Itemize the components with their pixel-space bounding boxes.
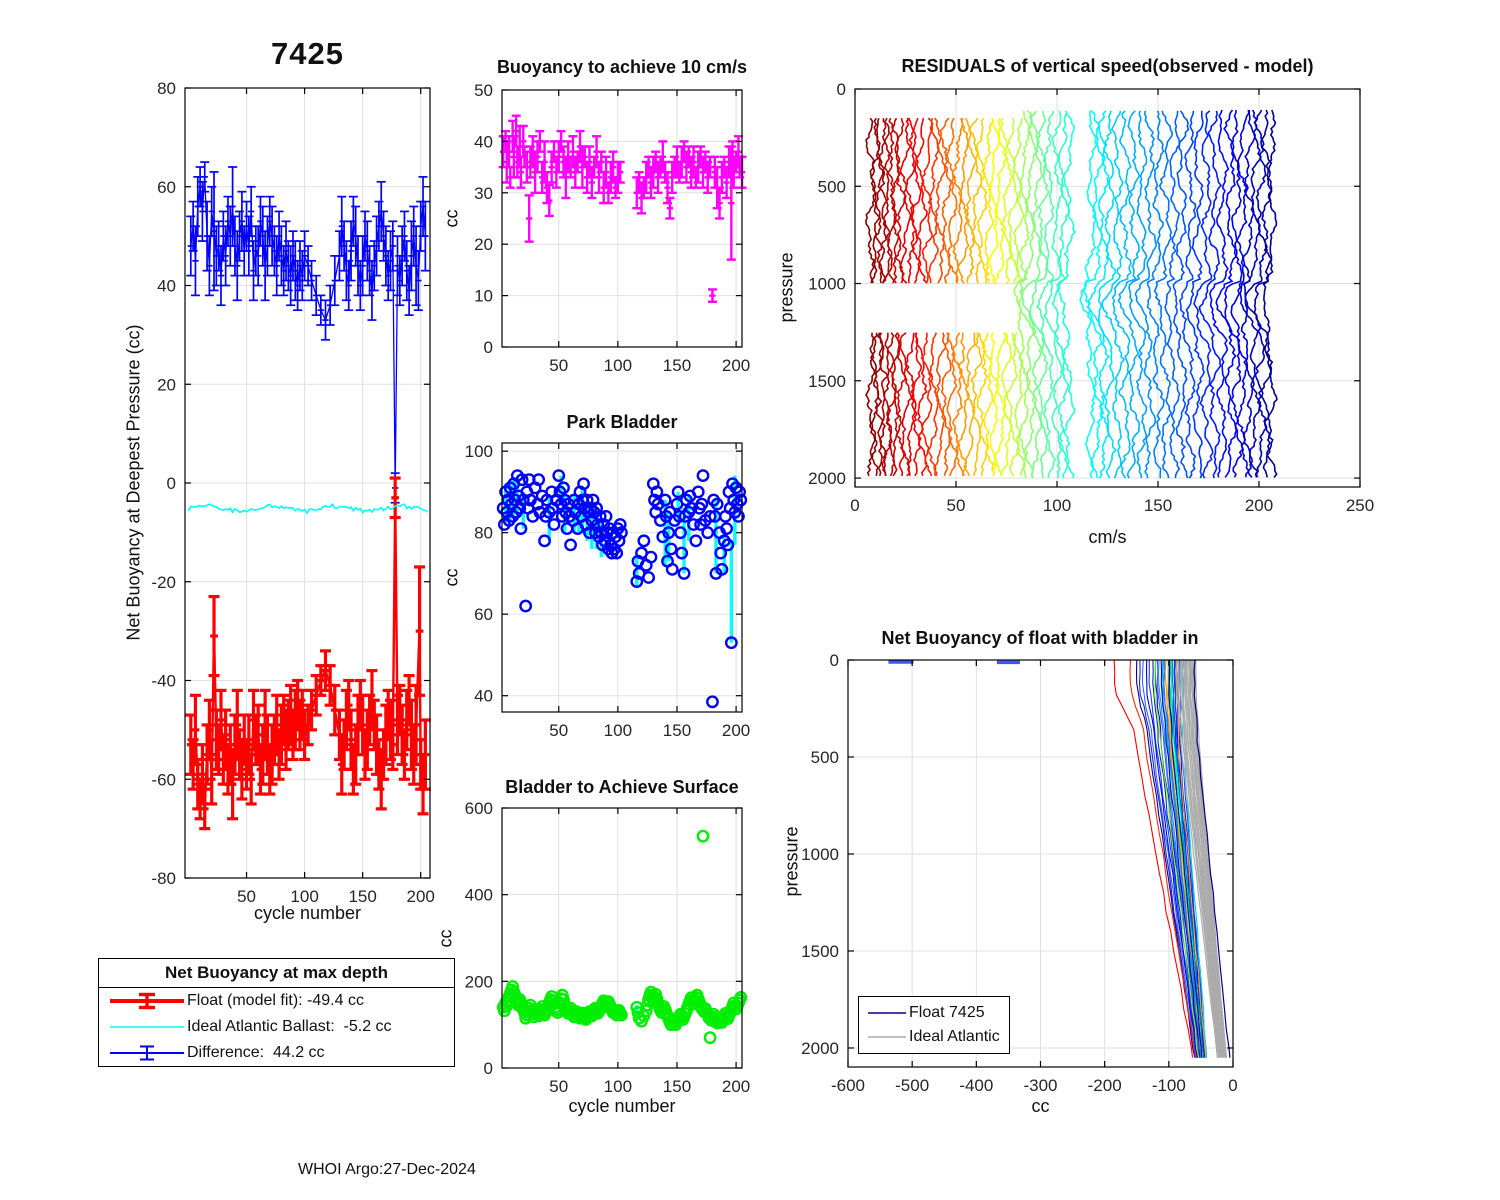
svg-text:-60: -60 <box>151 770 176 790</box>
svg-text:-300: -300 <box>1023 1076 1058 1095</box>
svg-text:40: 40 <box>474 686 493 706</box>
svg-text:-80: -80 <box>151 869 176 888</box>
svg-text:100: 100 <box>603 1077 633 1096</box>
surface-xlabel: cycle number <box>568 1096 676 1116</box>
svg-text:0: 0 <box>850 496 860 515</box>
legend-row-ideal-atlantic <box>865 1025 1003 1049</box>
svg-text:150: 150 <box>1143 496 1173 515</box>
svg-text:-500: -500 <box>895 1076 930 1095</box>
buoy10-title: Buoyancy to achieve 10 cm/s <box>496 57 748 77</box>
svg-text:200: 200 <box>464 972 493 992</box>
svg-text:1000: 1000 <box>801 844 839 864</box>
svg-text:1500: 1500 <box>801 941 839 961</box>
svg-text:0: 0 <box>1228 1076 1238 1095</box>
svg-text:20: 20 <box>157 375 176 395</box>
netbuoy-ylabel: pressure <box>781 826 802 897</box>
netbuoy-title: Net Buoyancy of float with bladder in <box>881 628 1199 648</box>
svg-text:400: 400 <box>464 885 493 905</box>
svg-text:40: 40 <box>157 276 176 296</box>
park-title: Park Bladder <box>566 412 678 432</box>
legend-row-ideal <box>99 1014 454 1040</box>
svg-text:100: 100 <box>1042 496 1072 515</box>
svg-text:100: 100 <box>603 356 633 375</box>
svg-text:50: 50 <box>474 81 493 100</box>
svg-text:150: 150 <box>662 356 692 375</box>
line-darkblue-icon <box>865 1006 909 1020</box>
line-cyan-icon <box>107 1017 187 1037</box>
errorbar-blue-icon <box>107 1043 187 1063</box>
svg-text:0: 0 <box>166 474 176 493</box>
legend-label-ideal: Ideal Atlantic Ballast: -5.2 cc <box>187 1018 392 1035</box>
svg-text:60: 60 <box>157 177 176 197</box>
legend-label-float: Float (model fit): -49.4 cc <box>187 992 364 1009</box>
line-gray-icon <box>865 1030 909 1044</box>
svg-text:30: 30 <box>474 183 493 203</box>
legend-row-difference <box>99 1040 454 1066</box>
svg-text:150: 150 <box>348 887 377 906</box>
left-ylabel: Net Buoyancy at Deepest Pressure (cc) <box>123 324 144 641</box>
svg-text:1500: 1500 <box>808 371 846 391</box>
svg-text:100: 100 <box>290 887 319 906</box>
legend-title: Net Buoyancy at max depth <box>99 959 454 988</box>
svg-text:-400: -400 <box>959 1076 994 1095</box>
svg-text:50: 50 <box>549 1077 569 1096</box>
svg-text:0: 0 <box>829 651 839 670</box>
svg-text:1000: 1000 <box>808 274 846 294</box>
svg-text:20: 20 <box>474 235 493 255</box>
svg-text:250: 250 <box>1345 496 1375 515</box>
svg-text:2000: 2000 <box>801 1038 839 1058</box>
svg-text:600: 600 <box>464 799 493 818</box>
residuals-title: RESIDUALS of vertical speed(observed - model) <box>901 56 1314 76</box>
legend-row-float <box>99 988 454 1014</box>
svg-text:80: 80 <box>474 523 493 543</box>
legend-row-float7425 <box>865 1001 1003 1025</box>
residuals-xlabel: cm/s <box>1088 527 1127 547</box>
errorbar-red-icon <box>107 991 187 1011</box>
surface-title: Bladder to Achieve Surface <box>505 777 739 797</box>
park-ylabel: cc <box>441 568 462 587</box>
svg-text:-600: -600 <box>830 1076 866 1095</box>
svg-text:200: 200 <box>721 721 751 740</box>
svg-text:60: 60 <box>474 605 493 625</box>
svg-text:50: 50 <box>549 721 569 740</box>
legend-label-difference: Difference: 44.2 cc <box>187 1044 325 1061</box>
svg-text:10: 10 <box>474 286 493 306</box>
svg-text:50: 50 <box>237 887 257 906</box>
svg-text:50: 50 <box>549 356 569 375</box>
footer-text: WHOI Argo:27-Dec-2024 <box>298 1161 476 1178</box>
svg-text:-40: -40 <box>151 671 176 691</box>
svg-text:2000: 2000 <box>808 469 846 489</box>
svg-text:150: 150 <box>662 721 692 740</box>
svg-text:100: 100 <box>603 721 633 740</box>
legend-label-float7425: Float 7425 <box>909 1004 985 1021</box>
svg-text:-200: -200 <box>1087 1076 1122 1095</box>
buoy10-ylabel: cc <box>441 209 462 228</box>
netbuoy-legend <box>858 996 1010 1054</box>
residuals-ylabel: pressure <box>776 252 797 323</box>
svg-text:200: 200 <box>1244 496 1274 515</box>
svg-text:500: 500 <box>817 177 846 197</box>
svg-text:40: 40 <box>474 132 493 152</box>
svg-text:200: 200 <box>721 356 751 375</box>
netbuoy-xlabel: cc <box>1031 1096 1050 1116</box>
svg-text:200: 200 <box>406 887 435 906</box>
legend-label-ideal-atlantic: Ideal Atlantic <box>909 1028 1000 1045</box>
svg-text:200: 200 <box>721 1077 751 1096</box>
left-plot-legend <box>98 958 455 1067</box>
surface-ylabel: cc <box>435 929 456 948</box>
svg-text:0: 0 <box>483 1059 493 1078</box>
svg-text:-100: -100 <box>1151 1076 1186 1095</box>
svg-text:0: 0 <box>483 338 493 357</box>
svg-text:500: 500 <box>810 747 839 767</box>
svg-text:50: 50 <box>946 496 966 515</box>
svg-text:150: 150 <box>662 1077 692 1096</box>
left-xlabel: cycle number <box>253 903 362 923</box>
svg-text:0: 0 <box>836 80 846 99</box>
svg-text:-20: -20 <box>151 572 176 592</box>
left-plot-title: 7425 <box>271 36 344 71</box>
svg-text:80: 80 <box>157 79 176 98</box>
svg-text:100: 100 <box>464 442 493 462</box>
